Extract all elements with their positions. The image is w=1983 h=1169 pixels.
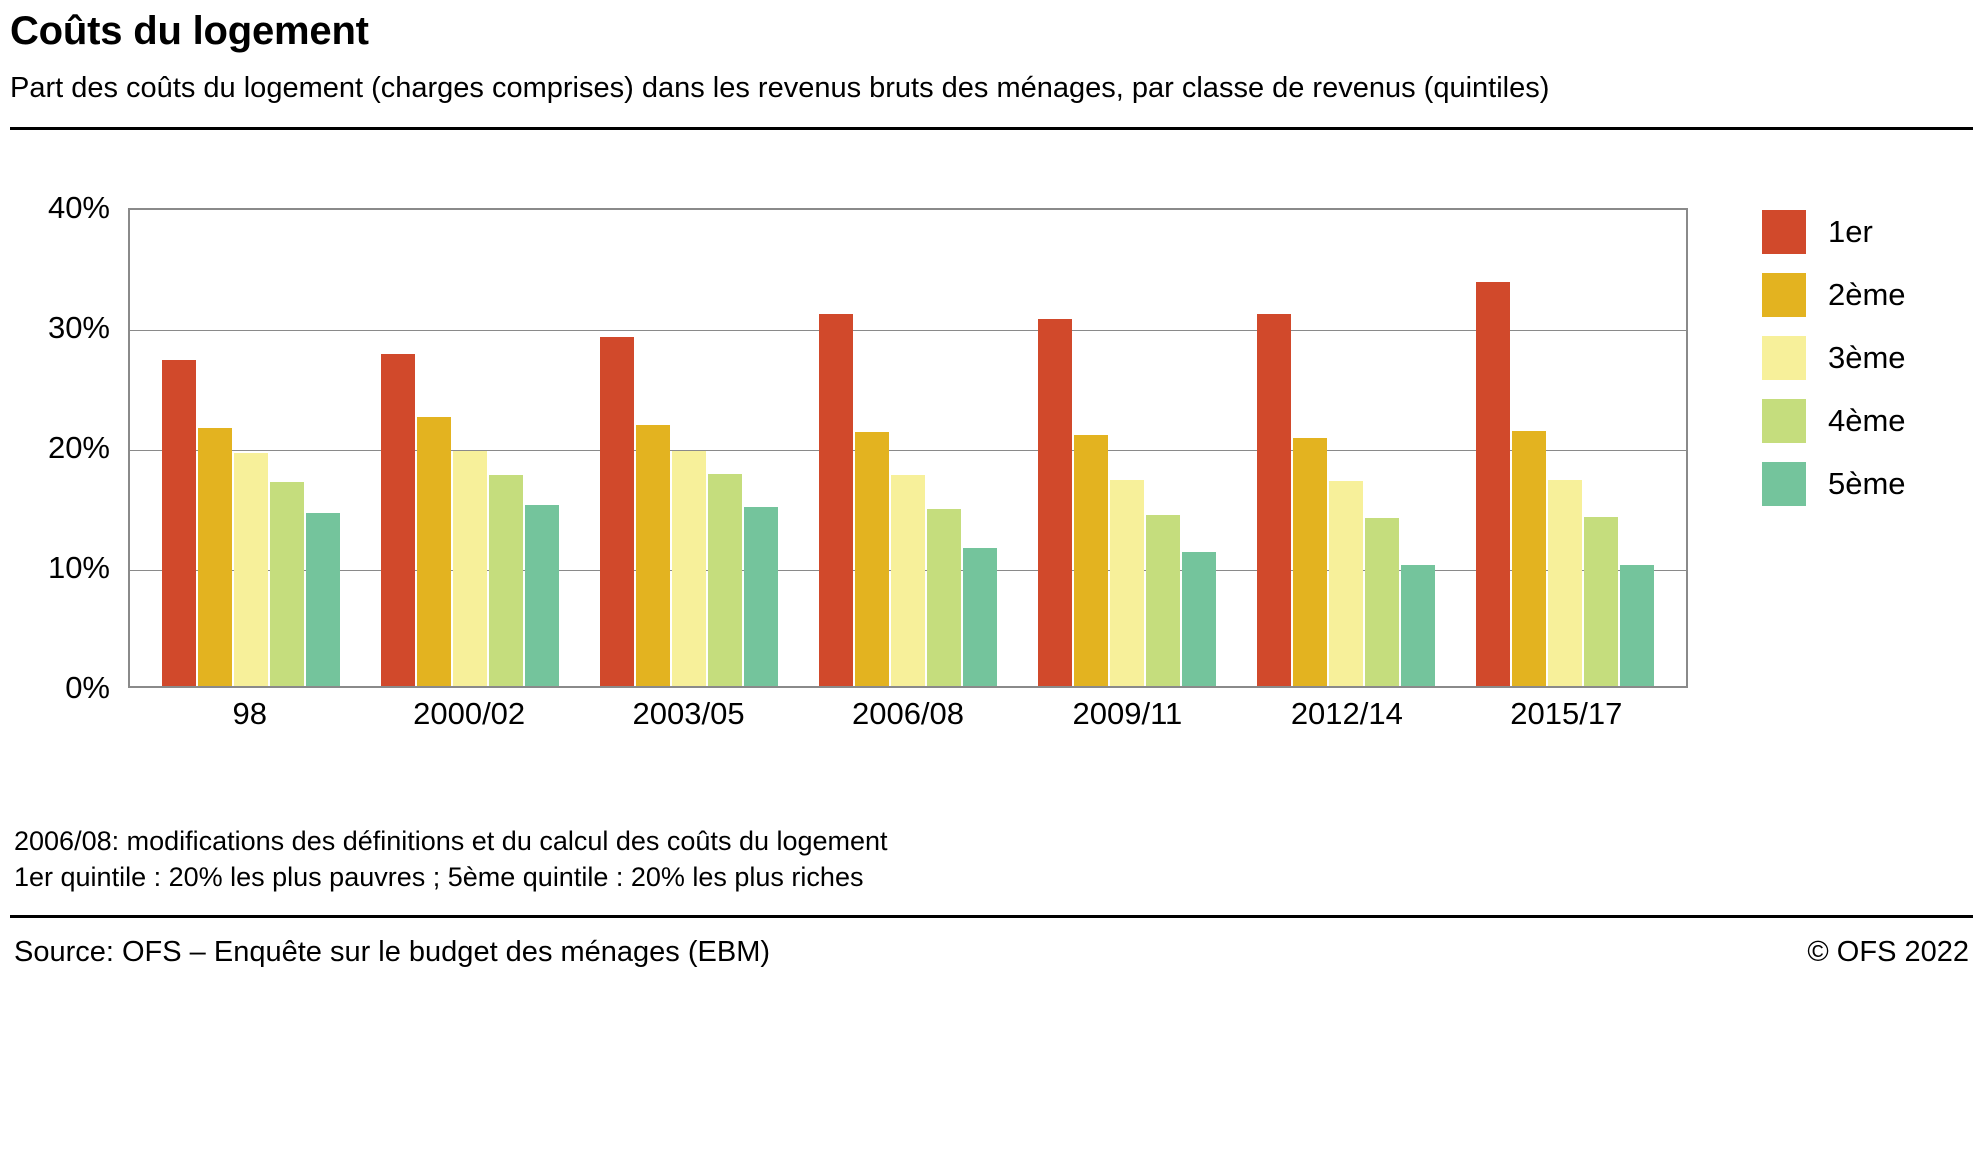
bar-4ème-98	[270, 482, 304, 686]
bar-3ème-2000-02	[453, 451, 487, 686]
bar-1er-2000-02	[381, 354, 415, 686]
bar-4ème-2006-08	[927, 509, 961, 687]
y-tick-label: 40%	[47, 190, 110, 226]
x-tick-label: 2012/14	[1290, 696, 1403, 732]
footnote-1: 2006/08: modifications des définitions et du calcul des coûts du logement	[14, 826, 888, 857]
legend-label: 1er	[1828, 213, 1873, 249]
chart-page	[0, 8, 1983, 1169]
bar-5ème-98	[306, 513, 340, 686]
y-tick-label: 0%	[65, 670, 110, 706]
bar-group	[361, 210, 580, 686]
bar-3ème-2009-11	[1110, 480, 1144, 686]
legend-label: 5ème	[1828, 465, 1906, 501]
bar-4ème-2015-17	[1584, 517, 1618, 686]
bar-3ème-2012-14	[1329, 481, 1363, 686]
bar-2ème-2006-08	[855, 432, 889, 686]
x-tick-label: 2000/02	[413, 696, 526, 732]
page-subtitle: Part des coûts du logement (charges comprises) dans les revenus bruts des ménages, par classe de revenus (quintiles)	[10, 72, 1550, 104]
bar-5ème-2009-11	[1182, 552, 1216, 686]
legend-item-1er[interactable]	[1762, 200, 1972, 263]
page-title: Coûts du logement	[10, 9, 369, 53]
legend-item-2ème[interactable]	[1762, 263, 1972, 326]
bar-4ème-2012-14	[1365, 518, 1399, 686]
bar-1er-98	[162, 360, 196, 686]
x-tick-label: 2006/08	[851, 696, 965, 732]
legend-swatch-icon	[1762, 462, 1806, 506]
bar-group	[1236, 210, 1455, 686]
bar-group	[799, 210, 1018, 686]
y-axis-labels	[10, 190, 110, 706]
bar-group	[580, 210, 799, 686]
chart-footer	[10, 918, 1973, 969]
footnotes	[10, 824, 1973, 895]
bar-3ème-2015-17	[1548, 480, 1582, 686]
chart-legend	[1762, 200, 1972, 515]
bar-2ème-2015-17	[1512, 431, 1546, 687]
legend-item-4ème[interactable]	[1762, 389, 1972, 452]
x-tick-label: 2003/05	[632, 696, 745, 732]
bar-group	[142, 210, 361, 686]
bar-4ème-2000-02	[489, 475, 523, 686]
bar-1er-2012-14	[1257, 314, 1291, 686]
copyright-text: © OFS 2022	[1807, 936, 1969, 969]
bar-2ème-2012-14	[1293, 438, 1327, 686]
bar-2ème-2000-02	[417, 417, 451, 686]
y-tick-label: 30%	[47, 310, 110, 346]
bar-1er-2006-08	[819, 314, 853, 686]
source-text: Source: OFS – Enquête sur le budget des ménages (EBM)	[14, 936, 771, 969]
legend-label: 2ème	[1828, 276, 1906, 312]
bar-2ème-98	[198, 428, 232, 686]
legend-swatch-icon	[1762, 273, 1806, 317]
bar-2ème-2003-05	[636, 425, 670, 687]
x-tick-label: 2015/17	[1510, 696, 1623, 732]
bar-4ème-2009-11	[1146, 515, 1180, 687]
legend-label: 3ème	[1828, 339, 1906, 375]
legend-item-3ème[interactable]	[1762, 326, 1972, 389]
bar-5ème-2000-02	[525, 505, 559, 686]
chart-area	[10, 130, 1973, 830]
bar-3ème-2006-08	[891, 475, 925, 686]
bar-1er-2003-05	[600, 337, 634, 686]
bar-2ème-2009-11	[1074, 435, 1108, 686]
bar-groups	[130, 210, 1686, 686]
y-tick-label: 20%	[47, 430, 110, 466]
bar-group	[1017, 210, 1236, 686]
bar-3ème-98	[234, 453, 268, 686]
bar-5ème-2006-08	[963, 548, 997, 686]
legend-swatch-icon	[1762, 210, 1806, 254]
footnote-2: 1er quintile : 20% les plus pauvres ; 5ème quintile : 20% les plus riches	[14, 861, 864, 892]
legend-item-5ème[interactable]	[1762, 452, 1972, 515]
bar-5ème-2012-14	[1401, 565, 1435, 686]
bar-5ème-2003-05	[744, 507, 778, 686]
bar-1er-2009-11	[1038, 319, 1072, 686]
bar-group	[1455, 210, 1674, 686]
x-tick-label: 98	[232, 696, 267, 732]
bar-5ème-2015-17	[1620, 565, 1654, 686]
legend-label: 4ème	[1828, 402, 1906, 438]
bar-4ème-2003-05	[708, 474, 742, 686]
y-tick-label: 10%	[47, 550, 110, 586]
bar-1er-2015-17	[1476, 282, 1510, 686]
legend-swatch-icon	[1762, 399, 1806, 443]
bar-3ème-2003-05	[672, 451, 706, 686]
x-tick-label: 2009/11	[1072, 696, 1183, 732]
legend-swatch-icon	[1762, 336, 1806, 380]
plot-area	[128, 208, 1688, 688]
